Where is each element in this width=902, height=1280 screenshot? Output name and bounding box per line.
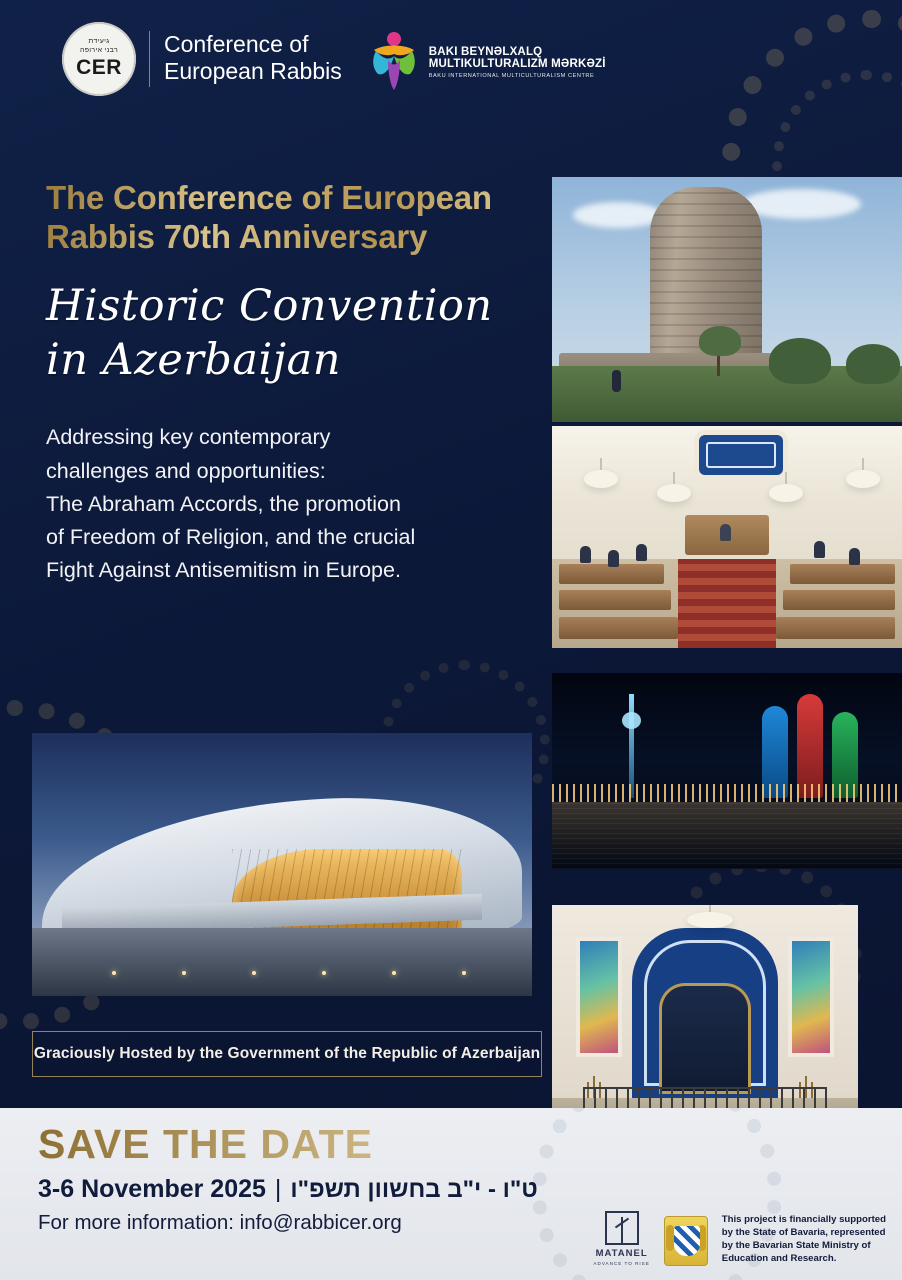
funding-statement	[722, 1214, 886, 1266]
poster-footer	[0, 1108, 902, 1280]
funding-statement-line-3: by the Bavarian State Ministry of	[721, 1240, 871, 1252]
baku-multiculturalism-wordmark	[429, 30, 606, 79]
cer-seal-icon	[62, 22, 136, 96]
description-line-2: challenges and opportunities:	[46, 458, 326, 483]
save-the-date-heading: SAVE THE DATE	[38, 1124, 902, 1165]
photo-maiden-tower-baku	[552, 177, 902, 422]
photo-torah-ark-interior	[552, 905, 858, 1135]
bimc-line1: BAKI BEYNƏLXALQ	[428, 46, 543, 58]
event-dates	[38, 1175, 902, 1204]
cer-logo-wordmark	[149, 31, 342, 86]
cer-seal-acronym: CER	[76, 56, 122, 80]
hosted-by-text: Graciously Hosted by the Government of the Republic of Azerbaijan	[33, 1045, 541, 1062]
page-title	[46, 279, 522, 387]
contact-info[interactable]: For more information: info@rabbicer.org	[38, 1211, 402, 1234]
event-date-gregorian: 3-6 November 2025	[38, 1175, 266, 1203]
bimc-line2: MULTIKULTURALIZM MƏRKƏZİ	[428, 58, 606, 70]
cer-logo	[62, 22, 342, 96]
cer-name-line1: Conference of	[164, 31, 309, 58]
cer-name-line2: European Rabbis	[164, 58, 342, 84]
description-line-3: The Abraham Accords, the promotion	[46, 491, 401, 516]
anniversary-kicker-line2: Rabbis 70th Anniversary	[46, 217, 428, 255]
matanel-name: MATANEL	[595, 1248, 648, 1259]
funding-statement-line-2: by the State of Bavaria, represented	[721, 1227, 886, 1239]
cer-seal-hebrew-line2: רבני אירופה	[80, 46, 118, 54]
bimc-line3: BAKU INTERNATIONAL MULTICULTURALISM CENTRE	[428, 73, 595, 79]
description-line-5: Fight Against Antisemitism in Europe.	[46, 558, 401, 583]
page-title-line1: Historic Convention	[46, 280, 493, 331]
event-date-hebrew: ט"ו - י"ב בחשוון תשפ"ו	[290, 1176, 538, 1203]
poster-body	[0, 145, 902, 1110]
date-separator: |	[274, 1175, 282, 1203]
anniversary-kicker-line1: The Conference of European	[46, 179, 492, 216]
anniversary-kicker	[46, 179, 522, 257]
bavaria-coat-of-arms-icon	[664, 1216, 708, 1266]
human-figure-icon	[368, 30, 420, 92]
description-line-4: of Freedom of Religion, and the crucial	[46, 525, 416, 550]
page-title-line2: in Azerbaijan	[46, 335, 341, 386]
description-line-1: Addressing key contemporary	[46, 425, 331, 450]
hosted-by-banner	[32, 1031, 542, 1077]
footer-sponsor-logos	[593, 1211, 886, 1266]
description-paragraph	[46, 421, 522, 588]
matanel-tagline: ADVANCE TO RISE	[593, 1261, 650, 1266]
baku-multiculturalism-logo	[368, 30, 606, 92]
photo-synagogue-interior	[552, 426, 902, 648]
photo-baku-night-skyline	[552, 673, 902, 869]
poster-header	[0, 0, 902, 145]
funding-statement-line-1: This project is financially supported	[721, 1214, 886, 1226]
matanel-logo	[593, 1211, 649, 1266]
cer-seal-hebrew-line1: גיעידת	[88, 37, 110, 45]
funding-statement-line-4: Education and Research.	[721, 1253, 837, 1265]
matanel-mark-icon	[605, 1211, 639, 1245]
photo-heydar-aliyev-center	[32, 733, 532, 996]
